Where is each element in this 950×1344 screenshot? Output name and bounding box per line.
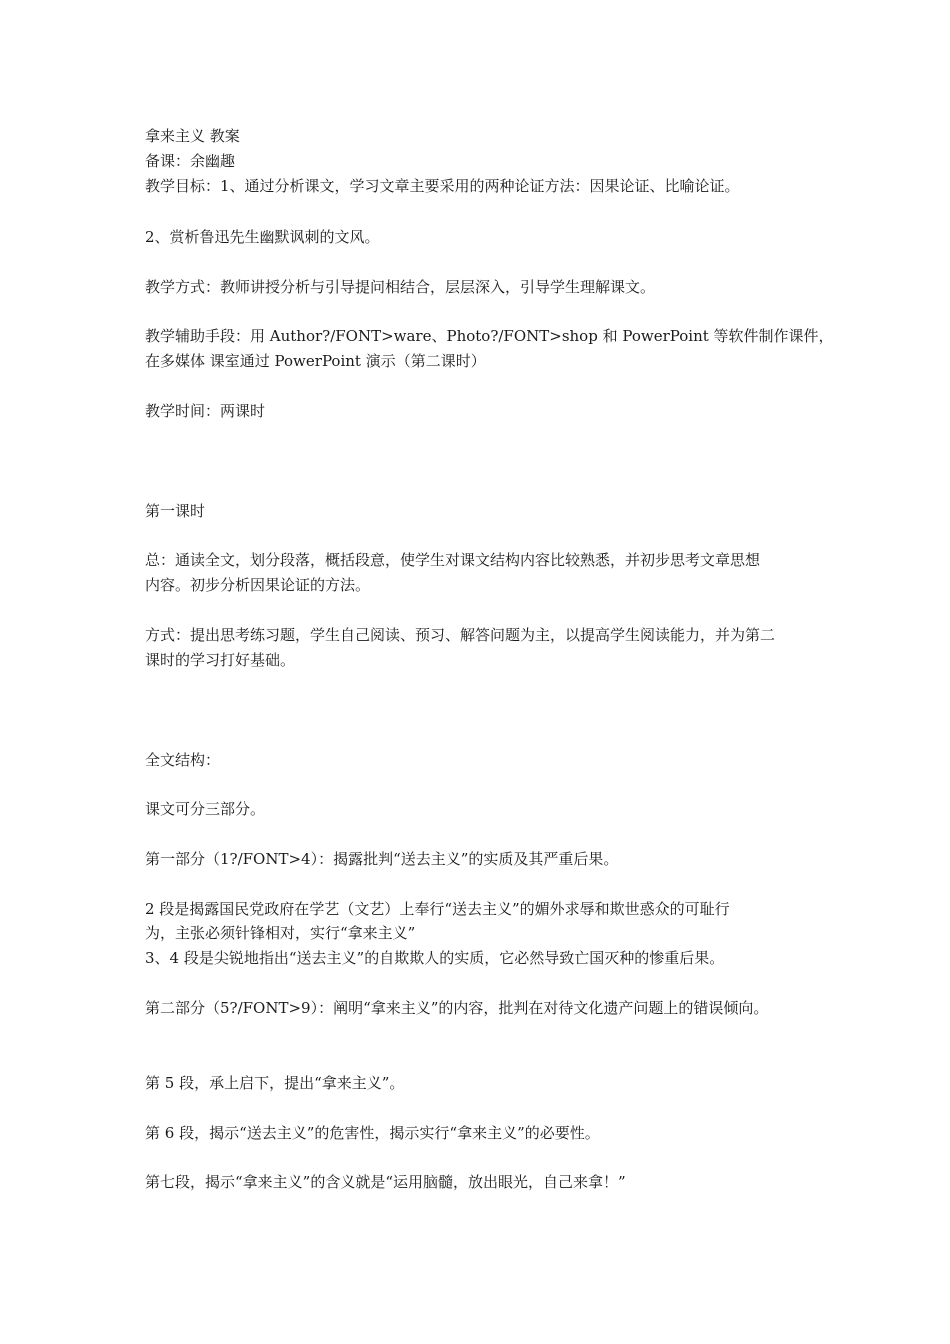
paragraph-3-4: 3、4 段是尖锐地指出“送去主义”的自欺欺人的实质，它必然导致亡国灭种的惨重后果。 — [145, 949, 725, 967]
part-1: 第一部分（1?/FONT>4）：揭露批判“送去主义”的实质及其严重后果。 — [145, 850, 619, 868]
summary-line-2: 内容。初步分析因果论证的方法。 — [145, 576, 371, 594]
teaching-aids-line-1: 教学辅助手段：用 Author?/FONT>ware、Photo?/FONT>shop 和 PowerPoint 等软件制作课件， — [145, 327, 834, 345]
approach-line-1: 方式：提出思考练习题，学生自己阅读、预习、解答问题为主，以提高学生阅读能力，并为第二 — [145, 626, 776, 644]
paragraph-5: 第 5 段，承上启下，提出“拿来主义”。 — [145, 1074, 405, 1092]
summary-line-1: 总：通读全文，划分段落，概括段意，使学生对课文结构内容比较熟悉，并初步思考文章思想 — [145, 551, 761, 569]
prepared-by: 备课：余幽趣 — [145, 152, 236, 170]
objective-1: 教学目标：1、通过分析课文，学习文章主要采用的两种论证方法：因果论证、比喻论证。 — [145, 177, 740, 195]
parts-intro: 课文可分三部分。 — [145, 800, 266, 818]
paragraph-6: 第 6 段，揭示“送去主义”的危害性，揭示实行“拿来主义”的必要性。 — [145, 1124, 600, 1142]
document-title: 拿来主义 教案 — [145, 127, 240, 145]
paragraph-7: 第七段，揭示“拿来主义”的含义就是“运用脑髓，放出眼光，自己来拿！” — [145, 1173, 626, 1191]
teaching-method: 教学方式：教师讲授分析与引导提问相结合，层层深入，引导学生理解课文。 — [145, 278, 656, 296]
objective-2: 2、赏析鲁迅先生幽默讽刺的文风。 — [145, 228, 380, 246]
structure-heading: 全文结构： — [145, 751, 221, 769]
teaching-time: 教学时间：两课时 — [145, 402, 266, 420]
part-2: 第二部分（5?/FONT>9）：阐明“拿来主义”的内容，批判在对待文化遗产问题上的错误倾向。 — [145, 999, 769, 1017]
approach-line-2: 课时的学习打好基础。 — [145, 651, 296, 669]
lesson-1-heading: 第一课时 — [145, 502, 206, 520]
teaching-aids-line-2: 在多媒体 课室通过 PowerPoint 演示（第二课时） — [145, 352, 486, 370]
paragraph-2-line-2: 为，主张必须针锋相对，实行“拿来主义” — [145, 924, 416, 942]
paragraph-2-line-1: 2 段是揭露国民党政府在学艺（文艺）上奉行“送去主义”的媚外求辱和欺世惑众的可耻行 — [145, 900, 730, 918]
